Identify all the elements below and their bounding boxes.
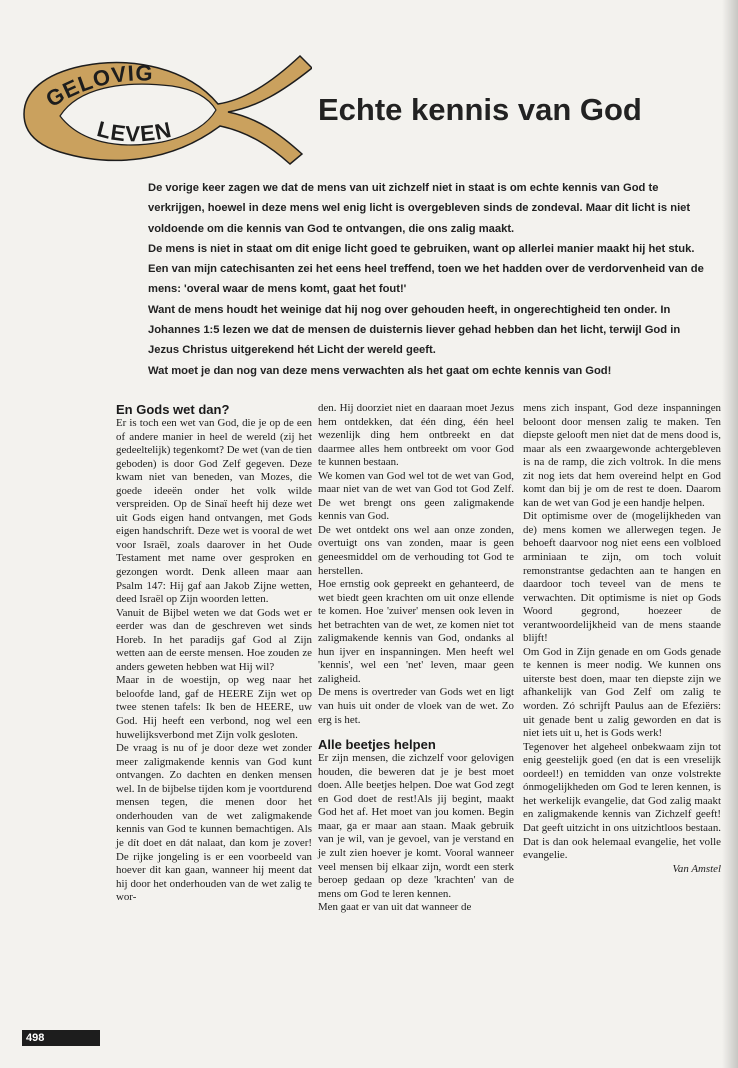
column-3	[523, 402, 721, 876]
body-paragraph: Er is toch een wet van God, die je op de een of andere manier in heel de wereld (zij het gedeeltelijk) tegenkomt? De wet (van de tien geboden) is door God Zelf gegeven. Deze kwam niet van beneden, van Mozes, die goede ideeën onder het volk wilde verspreiden. Op de Sinaï heeft hij deze wet uit Gods eigen hand ontvangen, met Gods eigen handschrift. Deze wet is vooral de wet voor Israël, zoals daarover in het Oude Testament met name over gesproken en gezongen wordt. Denk alleen maar aan Psalm 147: Hij gaf aan Jakob Zijne wetten, deed Israël op Zijn woorden letten.	[116, 417, 312, 606]
logo-word-top: GELOVIG	[41, 60, 154, 112]
intro-paragraph: Wat moet je dan nog van deze mens verwachten als het gaat om echte kennis van God!	[148, 364, 612, 377]
body-paragraph: Vanuit de Bijbel weten we dat Gods wet er eerder was dan de geschreven wet sinds Horeb. In het paradijs gaf God al Zijn wetten aan de eerste mensen. Hoe zouden ze anders geweten hebben wat Hij wil?	[116, 606, 312, 673]
logo-word-bottom: LEVEN	[94, 116, 175, 147]
page-number: 498	[26, 1032, 45, 1044]
body-paragraph: Dit optimisme over de (mogelijkheden van de) mens komen we allerwegen tegen. Je behoeft daarvoor nog niet eens een volbloed arminiaan te zijn, om toch voluit remonstrantse gedachten aan te hangen en daardoor toch teveel van de mens te verwachten. Dit optimisme is niet op Gods Woord gegrond, hoezeer de verantwoordelijkheid van de mens staande blijft!	[523, 510, 721, 645]
intro-lead	[148, 178, 714, 381]
body-paragraph: Om God in Zijn genade en om Gods genade te kennen is meer nodig. We kunnen ons uiterste best doen, maar ten diepste zijn we afhankelijk van God Zelf om zalig te worden. Zó schrijft Paulus aan de Efeziërs: uit genade bent u zalig geworden en dat is niet iets uit u, het is Gods werk!	[523, 645, 721, 740]
section-heading: Alle beetjes helpen	[318, 737, 436, 753]
body-paragraph: Tegenover het algeheel onbekwaam zijn tot enig geestelijk goed (en dat is een vreselijk oordeel!) en temidden van onze volstrekte ónmogelijkheden om God te leren kennen, is het werkelijk evangelie, dat God zalig maakt en zaligmakende kennis van Zichzelf geeft! Dat geeft uitzicht in ons uitzichtloos bestaan. Dat is dan ook helemaal evangelie, het volle evangelie.	[523, 740, 721, 862]
body-paragraph: Er zijn mensen, die zichzelf voor gelovigen houden, die beweren dat je je best moet doen. Alle beetjes helpen. Doe wat God zegt en God doet de rest!Als jij begint, maakt God het af. Het moet van jou komen. Begin maar, ga er maar aan staan. Maak gebruik van je wil, van je gevoel, van je verstand en je zult zien hoever je komt. Vooral wanneer veel mensen bij elkaar zijn, wordt een sterk beroep gedaan op deze 'krachten' van de mens om God te leren kennen.	[318, 752, 514, 900]
page-title: Echte kennis van God	[318, 92, 642, 127]
fish-logo	[22, 52, 312, 170]
column-2	[318, 402, 514, 915]
intro-paragraph: Want de mens houdt het weinige dat hij nog over gehouden heeft, in ongerechtigheid ten onder. In Johannes 1:5 lezen we dat de mensen de duisternis liever gehad hebben dan het licht, terwijl God in Jezus Christus uitgerekend hét Licht der wereld geeft.	[148, 303, 681, 357]
body-paragraph: Maar in de woestijn, op weg naar het beloofde land, gaf de HEERE Zijn wet op twee stenen tafels: Ik ben de HEERE, uw God. Hij heeft een verbond, nog wel een huwelijksverbond met Zijn volk gesloten.	[116, 674, 312, 741]
section-heading: En Gods wet dan?	[116, 402, 230, 417]
body-paragraph: den. Hij doorziet niet en daaraan moet Jezus hem ontdekken, dat één ding, één heel wezenlijk ding hem ontbreekt en dat daarmee alles hem ontbreekt om voor God te kunnen bestaan.	[318, 402, 514, 469]
body-paragraph: Hoe ernstig ook gepreekt en gehanteerd, de wet biedt geen krachten om uit onze ellende te komen. Hoe 'zuiver' mensen ook leven in het betrachten van de wet, ze komen niet tot zaligmakende kennis van God, ondanks al hun ijver en inspanningen. Men heeft wel 'kennis', wel een 'net' leven, maar geen zaligheid.	[318, 578, 514, 685]
body-paragraph: De mens is overtreder van Gods wet en ligt van huis uit onder de vloek van de wet. Zo erg is het.	[318, 686, 514, 726]
body-paragraph: De wet ontdekt ons wel aan onze zonden, overtuigt ons van zonden, maar is geen geneesmiddel om de verhouding tot God te herstellen.	[318, 523, 514, 577]
body-paragraph: mens zich inspant, God deze inspanningen beloont door mensen zalig te maken. Ten diepste gelooft men niet dat de mens dood is, maar als een zwaargewonde achtergebleven is na de ramp, die zich voltrok. In die mens zit nog iets dat hem overeind helpt en God komt dan bij je om de rest te doen. Daarom kan de wet van God je een handje helpen.	[523, 402, 721, 509]
body-paragraph: De vraag is nu of je door deze wet zonder meer zaligmakende kennis van God kunt ontvangen. Zo dachten en denken mensen wel. In de bijbelse tijden kom je voortdurend mensen tegen, die menen door het onderhouden van de wet zaligmakende kennis van God te kunnen bemachtigen. Als je dít doet en dát nalaat, dan kom je zover! De rijke jongeling is er een voorbeeld van hoever dit kan gaan, wanneer hij meent dat hij door het onderhouden van de wet zalig te wor-	[116, 742, 312, 904]
intro-paragraph: De mens is niet in staat om dit enige licht goed te gebruiken, want op allerlei manier maakt hij het stuk. Een van mijn catechisanten zei het eens heel treffend, toen we het hadden over de verdorvenheid van de mens: 'overal waar de mens komt, gaat het fout!'	[148, 242, 704, 296]
page-edge-shadow	[722, 0, 738, 1068]
body-paragraph: Men gaat er van uit dat wanneer de	[318, 901, 472, 914]
body-paragraph: We komen van God wel tot de wet van God, maar niet van de wet van God tot God Zelf. De wet brengt ons geen zaligmakende kennis van God.	[318, 469, 514, 523]
intro-paragraph: De vorige keer zagen we dat de mens van uit zichzelf niet in staat is om echte kennis van God te verkrijgen, hoewel in deze mens wel enig licht is overgebleven sinds de zondeval. Maar dit licht is niet voldoende om die kennis van God te ontvangen, die ons zalig maakt.	[148, 182, 691, 235]
author-signature: Van Amstel	[672, 862, 721, 875]
column-1	[116, 402, 312, 905]
